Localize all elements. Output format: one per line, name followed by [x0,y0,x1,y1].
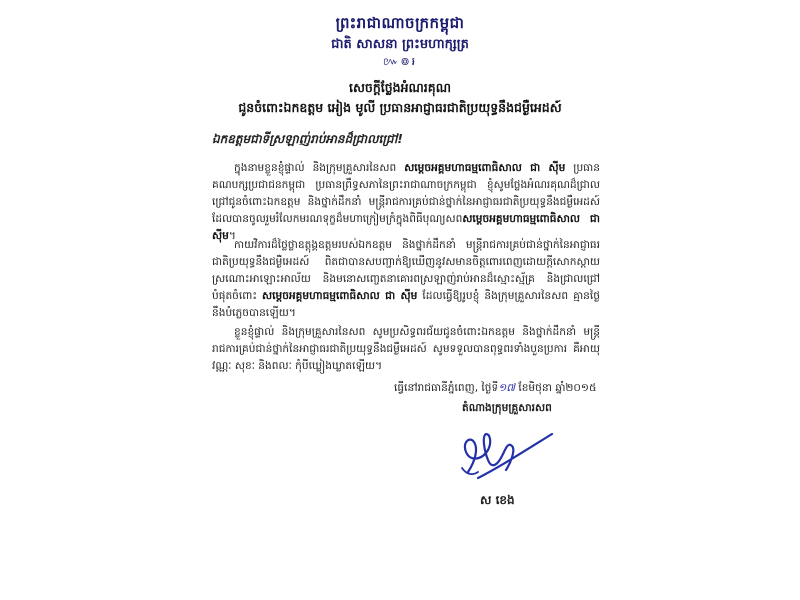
paragraph-3: ខ្លួនខ្ញុំផ្ទាល់ និងក្រុមគ្រួសារនៃសព សូមប្រសិទ្ធពរជ័យជូនចំពោះឯកឧត្តម និងថ្នាក់ដឹកនាំ មន្ត្រីរាជការគ្រប់ជាន់ថ្នាក់នៃអាជ្ញាធរជាតិប្រយុទ្ធនឹងជម្ងឺអេដស៍ សូមទទួលបានពុទ្ធពរទាំងបួនប្រការ គឺអាយុ វណ្ណៈ សុខៈ និងពលៈ កុំបីឃ្លៀងឃ្លាតឡើយ។ [212,326,600,372]
salutation: ឯកឧត្តមជាទីស្រឡាញ់រាប់អានដ៏ជ្រាលជ្រៅ! [212,132,403,146]
paragraph-1-honoree-name: សម្តេចអគ្គមហាធម្មពោធិសាល ជា ស៊ីម [404,162,566,174]
letter-title: សេចក្តីថ្លែងអំណរគុណ [349,80,451,95]
header-ornament: ៚៙៛ [382,55,418,68]
paragraph-2 [212,237,600,322]
signatory-name: ស ខេង [480,493,515,507]
paragraph-1-text-a: ក្នុងនាមខ្លួនខ្ញុំផ្ទាល់ និងក្រុមគ្រួសារនៃសព [234,162,405,174]
sender-label: តំណាងក្រុមគ្រួសារសព [462,402,552,414]
dateline-day: ១៧ [498,382,515,394]
handwritten-signature [448,420,558,490]
kingdom-header: ព្រះរាជាណាចក្រកម្ពុជា [335,14,465,32]
dateline-prefix: ធ្វើនៅរាជធានីភ្នំពេញ, ថ្ងៃទី [394,382,499,394]
paragraph-1-text-c: ប្រធានគណបក្សប្រជាជនកម្ពុជា ប្រធានព្រឹទ្ធសភានៃព្រះរាជាណាចក្រកម្ពុជា ខ្ញុំសូមថ្លែងអំណរគុណដ៏ជ្រាលជ្រៅជូនចំពោះឯកឧត្តម និងថ្នាក់ដឹកនាំ មន្ត្រីរាជការគ្រប់ជាន់ថ្នាក់នៃអាជ្ញាធរជាតិប្រយុទ្ធនឹងជម្ងឺអេដស៍ ដែលបានចូលរួមរំលែកមរណទុក្ខដ៏មហាក្រៀមក្រំក្នុងពិធីបុណ្យសព [212,162,600,225]
dateline [394,382,596,397]
motto-header: ជាតិ សាសនា ព្រះមហាក្សត្រ [331,37,469,52]
paragraph-1-end: ។ [228,230,236,242]
paragraph-2-text-a: កាយវិការដ៏ថ្លៃថ្លាឧត្តុង្គឧត្តមរបស់ឯកឧត្តម និងថ្នាក់ដឹកនាំ មន្ត្រីរាជការគ្រប់ជាន់ថ្នាក់នៃអាជ្ញាធរជាតិប្រយុទ្ធនឹងជម្ងឺអេដស៍ ពិតជាបានសបញ្ជាក់ឱ្យឃើញនូវសមានចិត្តពោរពេញដោយក្តីសោកស្តាយ ស្រណោះអាឡោះអាល័យ និងមនោសញ្ចេតនាគោរពស្រឡាញ់រាប់អានដ៏ស្មោះស្ម័គ្រ និងជ្រាលជ្រៅបំផុតចំពោះ [212,239,600,302]
paragraph-1-honoree-name-2: សម្តេចអគ្គមហាធម្មពោធិសាល ជា ស៊ីម [212,213,600,242]
paragraph-1 [212,160,600,245]
paragraph-2-text-c: ដែលធ្វើឱ្យរូបខ្ញុំ និងក្រុមគ្រួសារនៃសព គ្មានថ្ងៃនឹងបំភ្លេចបានឡើយ។ [212,290,600,319]
paragraph-2-honoree-name: សម្តេចអគ្គមហាធម្មពោធិសាល ជា ស៊ីម [262,290,418,302]
dateline-suffix: ខែមិថុនា ឆ្នាំ២០១៥ [514,382,597,394]
letter-subtitle: ជូនចំពោះឯកឧត្តម អៀង មូលី ប្រធានអាជ្ញាធរជាតិប្រយុទ្ធនឹងជម្ងឺអេដស៍ [238,100,562,115]
